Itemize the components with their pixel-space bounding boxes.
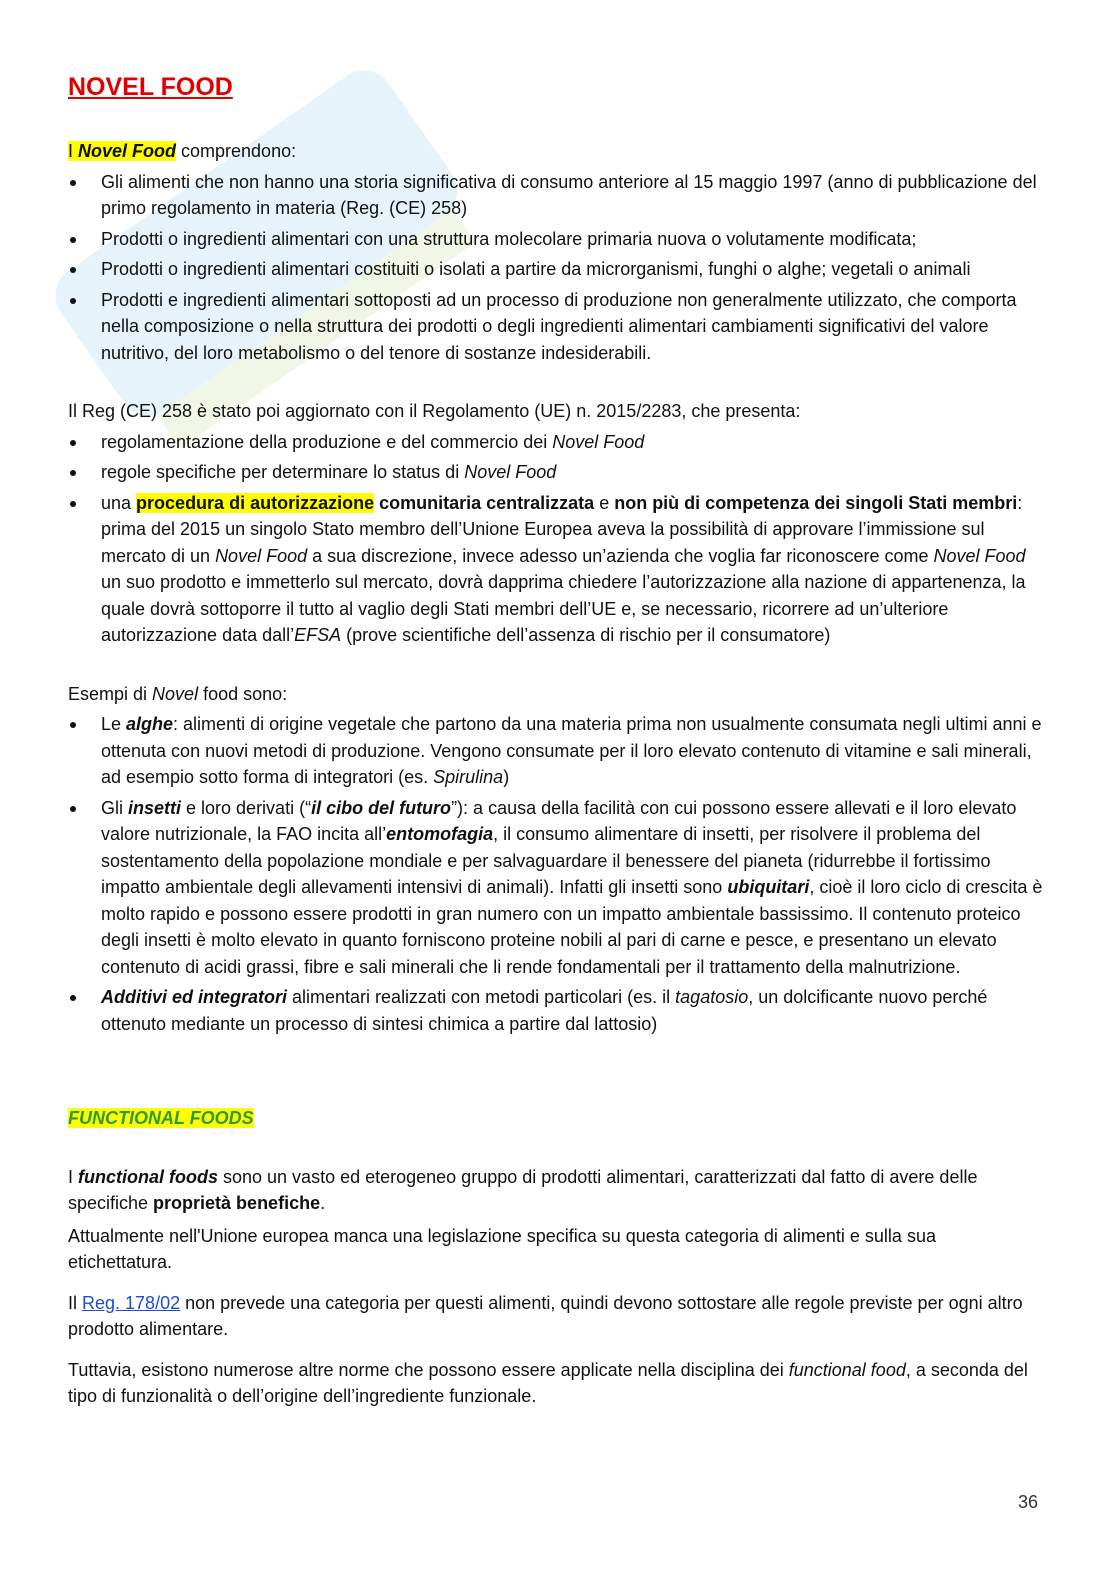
section-heading-functional-foods: FUNCTIONAL FOODS bbox=[68, 1108, 254, 1128]
functional-foods-paragraph-3: Il Reg. 178/02 non prevede una categoria per questi alimenti, quindi devono sottostare alle regole previste per ogni altro prodotto alimentare. bbox=[68, 1292, 1023, 1339]
page-number: 36 bbox=[1018, 1492, 1039, 1512]
functional-foods-paragraph-4: Tuttavia, esistono numerose altre norme che possono essere applicate nella disciplina dei functional food, a seconda del tipo di funzionalità o dell’origine dell’ingrediente funzionale. bbox=[68, 1359, 1028, 1406]
list-item: Prodotti e ingredienti alimentari sottoposti ad un processo di produzione non generalmente utilizzato, che comporta nella composizione o nella struttura dei prodotti o degli ingredienti alimentari cambiamenti significativi del valore nutritivo, del loro metabolismo o del tenore di sostanze indesiderabili. bbox=[68, 287, 1043, 367]
list-item: Gli alimenti che non hanno una storia significativa di consumo anteriore al 15 maggio 1997 (anno di pubblicazione del primo regolamento in materia (Reg. (CE) 258) bbox=[68, 169, 1043, 222]
list-item: Gli insetti e loro derivati (“il cibo del futuro”): a causa della facilità con cui possono essere allevati e il loro elevato valore nutrizionale, la FAO incita all’entomofagia, il consumo alimentare di insetti, per risolvere il problema del sostentamento della popolazione mondiale e per salvaguardare il benessere del pianeta (ridurrebbe il fortissimo impatto ambientale degli allevamenti intensivi di animali). Infatti gli insetti sono ubiquitari, cioè il loro ciclo di crescita è molto rapido e possono essere prodotti in gran numero con un impatto ambientale bassissimo. Il contenuto proteico degli insetti è molto elevato in quanto forniscono proteine nobili al pari di carne e pesce, e presentano un elevato contenuto di acidi grassi, fibre e sali minerali che li rende fondamentali per il trattamento della malnutrizione. bbox=[68, 795, 1043, 981]
regulation-link[interactable]: Reg. 178/02 bbox=[82, 1292, 181, 1313]
novel-food-intro: I Novel Food comprendono: bbox=[68, 141, 297, 161]
list-item: Additivi ed integratori alimentari realizzati con metodi particolari (es. il tagatosio, un dolcificante nuovo perché ottenuto mediante un processo di sintesi chimica a partire dal lattosio) bbox=[68, 984, 1043, 1037]
document-content bbox=[68, 68, 1043, 1410]
regulation-list bbox=[68, 429, 1043, 649]
page-title: NOVEL FOOD bbox=[68, 73, 233, 101]
examples-list bbox=[68, 711, 1043, 1037]
novel-food-definition-list bbox=[68, 169, 1043, 367]
list-item: regole specifiche per determinare lo status di Novel Food bbox=[68, 459, 1043, 486]
regulation-paragraph: Il Reg (CE) 258 è stato poi aggiornato con il Regolamento (UE) n. 2015/2283, che presenta: bbox=[68, 401, 801, 421]
list-item: Le alghe: alimenti di origine vegetale che partono da una materia prima non usualmente consumata negli ultimi anni e ottenuta con nuovi metodi di produzione. Vengono consumate per il loro elevato contenuto di vitamine e sali minerali, ad esempio sotto forma di integratori (es. Spirulina) bbox=[68, 711, 1043, 791]
list-item: regolamentazione della produzione e del commercio dei Novel Food bbox=[68, 429, 1043, 456]
examples-intro: Esempi di Novel food sono: bbox=[68, 683, 288, 704]
functional-foods-paragraph-1: I functional foods sono un vasto ed eterogeneo gruppo di prodotti alimentari, caratterizzati dal fatto di avere delle specifiche proprietà benefiche. bbox=[68, 1166, 978, 1213]
list-item: Prodotti o ingredienti alimentari costituiti o isolati a partire da microrganismi, funghi o alghe; vegetali o animali bbox=[68, 256, 1043, 283]
functional-foods-paragraph-2: Attualmente nell'Unione europea manca una legislazione specifica su questa categoria di alimenti e sulla sua etichettatura. bbox=[68, 1225, 936, 1272]
list-item: Prodotti o ingredienti alimentari con una struttura molecolare primaria nuova o volutamente modificata; bbox=[68, 226, 1043, 253]
list-item: una procedura di autorizzazione comunitaria centralizzata e non più di competenza dei singoli Stati membri: prima del 2015 un singolo Stato membro dell’Unione Europea aveva la possibilità di approvare l’immissione sul mercato di un Novel Food a sua discrezione, invece adesso un’azienda che voglia far riconoscere come Novel Food un suo prodotto e immetterlo sul mercato, dovrà dapprima chiedere l’autorizzazione alla nazione di appartenenza, la quale dovrà sottoporre il tutto al vaglio degli Stati membri dell’UE e, se necessario, ricorrere ad un’ulteriore autorizzazione data dall’EFSA (prove scientifiche dell’assenza di rischio per il consumatore) bbox=[68, 490, 1043, 649]
